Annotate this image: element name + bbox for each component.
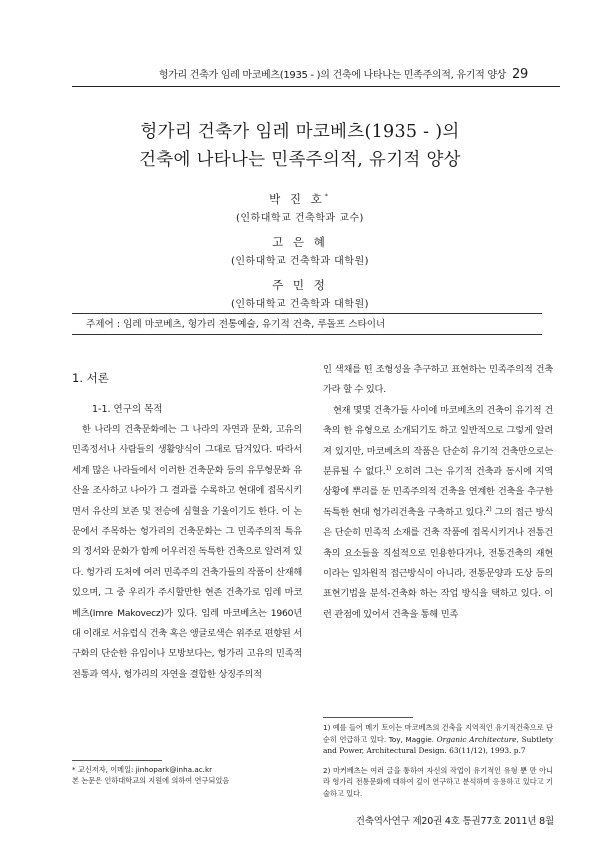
corresponding-author-note: * 교신저자, 이메일: jinhopark@inha.ac.kr <box>72 765 213 774</box>
subsection-heading-purpose: 1-1. 연구의 목적 <box>92 404 163 415</box>
author-name-2: 고 은 혜 <box>272 235 328 249</box>
footnote-divider <box>323 717 413 718</box>
footnotes <box>323 722 553 807</box>
author-affiliation-3: (인하대학교 건축학과 대학원) <box>230 299 370 310</box>
author-footnotes <box>72 764 302 786</box>
title-line-2: 건축에 나타나는 민족주의적, 유기적 양상 <box>139 150 461 170</box>
right-column <box>323 360 553 625</box>
footnote-divider <box>72 760 162 761</box>
left-column <box>72 370 302 685</box>
section-heading-introduction: 1. 서론 <box>72 371 109 385</box>
footnote-ref-2: 2) <box>485 505 492 513</box>
keywords-text: 주제어 : 임레 마코베츠, 헝가리 전통예술, 유기적 건축, 루돌프 스타이너 <box>86 319 386 330</box>
paper-title <box>0 118 600 174</box>
corresponding-author-mark: * <box>324 193 331 201</box>
author-affiliation-1: (인하대학교 건축학과 교수) <box>236 213 364 224</box>
keywords-box <box>72 313 542 335</box>
author-block <box>0 190 600 319</box>
author-name-1: 박 진 호* <box>269 192 331 206</box>
body-paragraph: 한 나라의 건축문화에는 그 나라의 자연과 문화, 고유의 민족정서나 사람들의 생활양식이 그대로 담겨있다. 따라서 세계 많은 나라들에서 이러한 건축문화 등의 유무형문화 유산을 조사하고 나아가 그 결과를 수록하고 현대에 접목시키면서 유산의 보존 및 전승에 심혈을 기울이기도 한다. 이 논문에서 주목하는 헝가리의 건축문화는 그 민족주의적 특유의 정서와 문화가 함께 어우러진 독특한 건축으로 알려져 있다. 헝가리 도처에 여러 민족주의 건축가들의 작품이 산재해있으며, 그 중 우리가 주시할만한 현존 건축가로 임레 마코베츠(Imre Makovecz)가 있다. 임레 마코베츠는 1960년대 이래로 서유럽식 건축 혹은 앵글로색슨 위주로 편향된 서구화의 단순한 유입이나 모방보다는, 헝가리 고유의 민족적 전통과 역사, 헝가리의 자연을 결합한 상징주의적 <box>72 424 302 680</box>
journal-footer: 건축역사연구 제20권 4호 통권77호 2011년 8월 <box>355 816 554 827</box>
running-header <box>159 66 528 82</box>
body-paragraph: 현재 몇몇 건축가들 사이에 마코베츠의 건축이 유기적 건축의 한 유형으로 소개되기도 하고 일반적으로 그렇게 알려져 있지만, 마코베츠의 작품은 단순히 유기적 건축만으로는 분류될 수 없다.$^{1)}$ 오히려 그는 유기적 건축과 동시에 지역 상황에 뿌리를 둔 민족주의적 건축을 연계한 건축을 추구한 독특한 현대 헝가리건축을 구축하고 있다.$^{2)}$ 그의 접근 방식은 단순히 민족적 소재를 건축 작품에 접목시키거나 전통건축의 요소들을 직설적으로 인용한다거나, 전통건축의 재현이라는 일차원적 접근방식이 아니라, 전통문양과 도상 등의 표현기법을 분석-건축화 하는 작업 방식을 택하고 있다. 이런 관점에 있어서 건축을 통해 민족 <box>323 404 553 620</box>
running-title: 헝가리 건축가 임레 마코베츠(1935 - )의 건축에 나타나는 민족주의적, 유기적 양상 <box>158 70 507 81</box>
funding-note: 본 논문은 인하대학교의 지원에 의하여 연구되었음 <box>72 776 230 785</box>
body-paragraph-continued: 인 색채를 띤 조형성을 추구하고 표현하는 민족주의적 건축가라 할 수 있다. <box>323 364 553 396</box>
author-name-3: 주 민 정 <box>272 278 328 292</box>
header-rule <box>72 86 560 87</box>
title-line-1: 헝가리 건축가 임레 마코베츠(1935 - )의 <box>140 122 460 142</box>
author-affiliation-2: (인하대학교 건축학과 대학원) <box>230 256 370 267</box>
footnote-1: 1) 예를 들어 메기 토이는 마코베츠의 건축을 지역적인 유기적건축으로 단순히 언급하고 있다. Toy, Maggie. Organic Architecture, Subtlety and Power, Architectural Design. 63(11/12), 1993. p.7 <box>323 723 553 755</box>
page-number: 29 <box>512 67 528 82</box>
footnote-2: 2) 마커베츠는 여러 글을 통하여 자신의 작업이 유기적인 유형 뿐 만 아니라 헝가리 전통문화에 대하여 깊이 연구하고 분석하며 응용하고 있다고 기술하고 있다. <box>323 765 553 798</box>
footnote-ref-1: 1) <box>385 464 392 472</box>
